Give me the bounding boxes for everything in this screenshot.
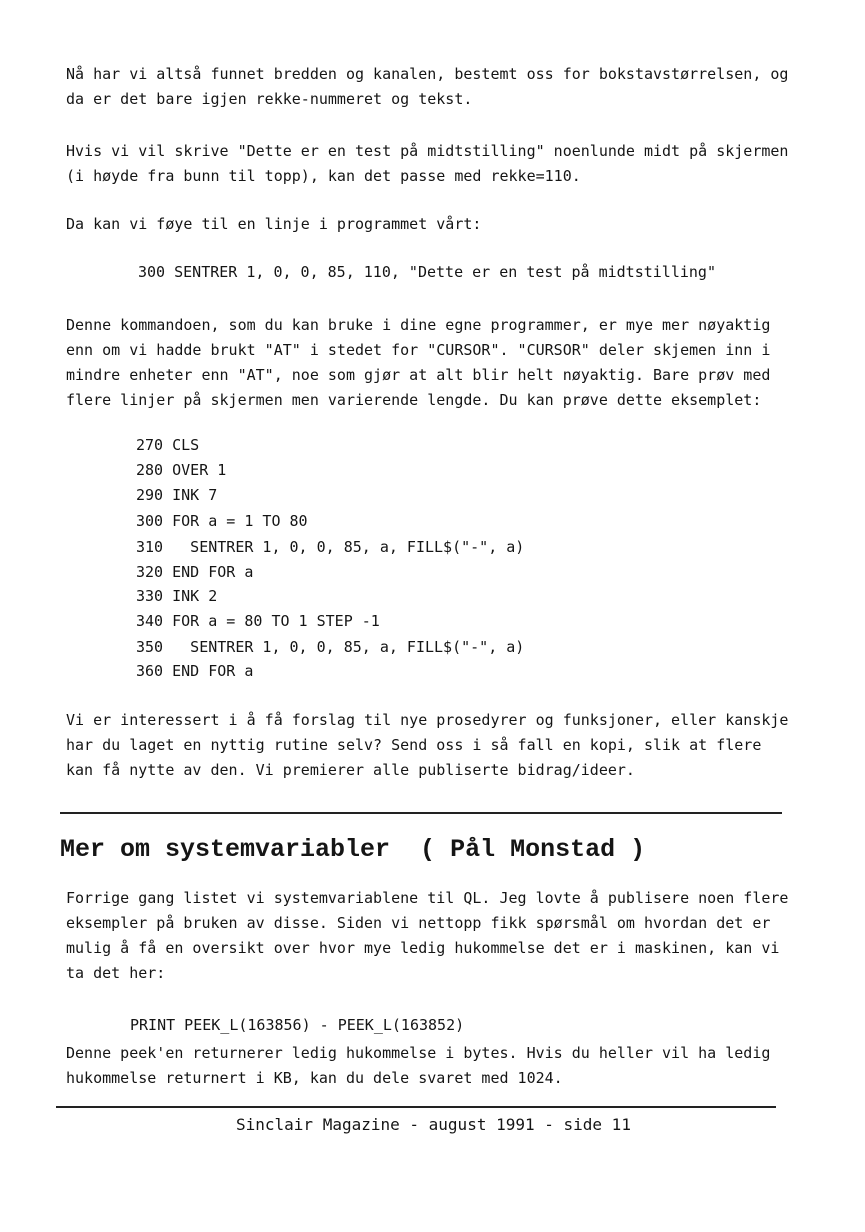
program-line: 340 FOR a = 80 TO 1 STEP -1	[136, 612, 380, 630]
text-line: Vi er interessert i å få forslag til nye prosedyrer og funksjoner, eller kanskje	[66, 711, 789, 729]
program-line: 320 END FOR a	[136, 563, 254, 581]
text-line: mindre enheter enn "AT", noe som gjør at alt blir helt nøyaktig. Bare prøv med	[66, 366, 771, 384]
closing-paragraph	[66, 708, 796, 783]
text-line: da er det bare igjen rekke-nummeret og tekst.	[66, 90, 473, 108]
program-line: 310 SENTRER 1, 0, 0, 85, a, FILL$("-", a)	[136, 538, 525, 556]
program-line: 300 FOR a = 1 TO 80	[136, 512, 308, 530]
section-paragraph-1	[66, 886, 796, 986]
intro-paragraph-2	[66, 139, 796, 189]
text-line: Denne kommandoen, som du kan bruke i dine egne programmer, er mye mer nøyaktig	[66, 316, 771, 334]
text-line: Forrige gang listet vi systemvariablene til QL. Jeg lovte å publisere noen flere	[66, 889, 789, 907]
section-divider	[60, 812, 782, 814]
text-line: hukommelse returnert i KB, kan du dele svaret med 1024.	[66, 1069, 563, 1087]
text-line: ta det her:	[66, 964, 166, 982]
text-line: enn om vi hadde brukt "AT" i stedet for "CURSOR". "CURSOR" deler skjemen inn i	[66, 341, 771, 359]
section-heading: Mer om systemvariabler ( Pål Monstad )	[60, 835, 646, 864]
program-line: 330 INK 2	[136, 587, 218, 605]
section-paragraph-2	[66, 1041, 796, 1091]
text-line: Hvis vi vil skrive "Dette er en test på midtstilling" noenlunde midt på skjermen	[66, 142, 789, 160]
program-line: 290 INK 7	[136, 486, 218, 504]
text-line: eksempler på bruken av disse. Siden vi nettopp fikk spørsmål om hvordan det er	[66, 914, 771, 932]
text-line: Denne peek'en returnerer ledig hukommelse i bytes. Hvis du heller vil ha ledig	[66, 1044, 771, 1062]
intro-paragraph-4	[66, 313, 796, 413]
code-example-peek: PRINT PEEK_L(163856) - PEEK_L(163852)	[130, 1016, 465, 1034]
text-line: mulig å få en oversikt over hvor mye ledig hukommelse det er i maskinen, kan vi	[66, 939, 780, 957]
text-line: (i høyde fra bunn til topp), kan det passe med rekke=110.	[66, 167, 581, 185]
program-line: 280 OVER 1	[136, 461, 227, 479]
program-line: 270 CLS	[136, 436, 200, 454]
footer-divider	[56, 1106, 776, 1108]
intro-paragraph-1	[66, 62, 796, 112]
code-example-sentrer: 300 SENTRER 1, 0, 0, 85, 110, "Dette er en test på midtstilling"	[138, 263, 716, 281]
program-line: 350 SENTRER 1, 0, 0, 85, a, FILL$("-", a)	[136, 638, 525, 656]
page-footer: Sinclair Magazine - august 1991 - side 11	[236, 1115, 631, 1134]
program-line: 360 END FOR a	[136, 662, 254, 680]
text-line: flere linjer på skjermen men varierende lengde. Du kan prøve dette eksemplet:	[66, 391, 762, 409]
text-line: kan få nytte av den. Vi premierer alle publiserte bidrag/ideer.	[66, 761, 635, 779]
text-line: har du laget en nyttig rutine selv? Send oss i så fall en kopi, slik at flere	[66, 736, 762, 754]
text-line: Nå har vi altså funnet bredden og kanalen, bestemt oss for bokstavstørrelsen, og	[66, 65, 789, 83]
intro-paragraph-3	[66, 212, 796, 237]
text-line: Da kan vi føye til en linje i programmet vårt:	[66, 215, 482, 233]
